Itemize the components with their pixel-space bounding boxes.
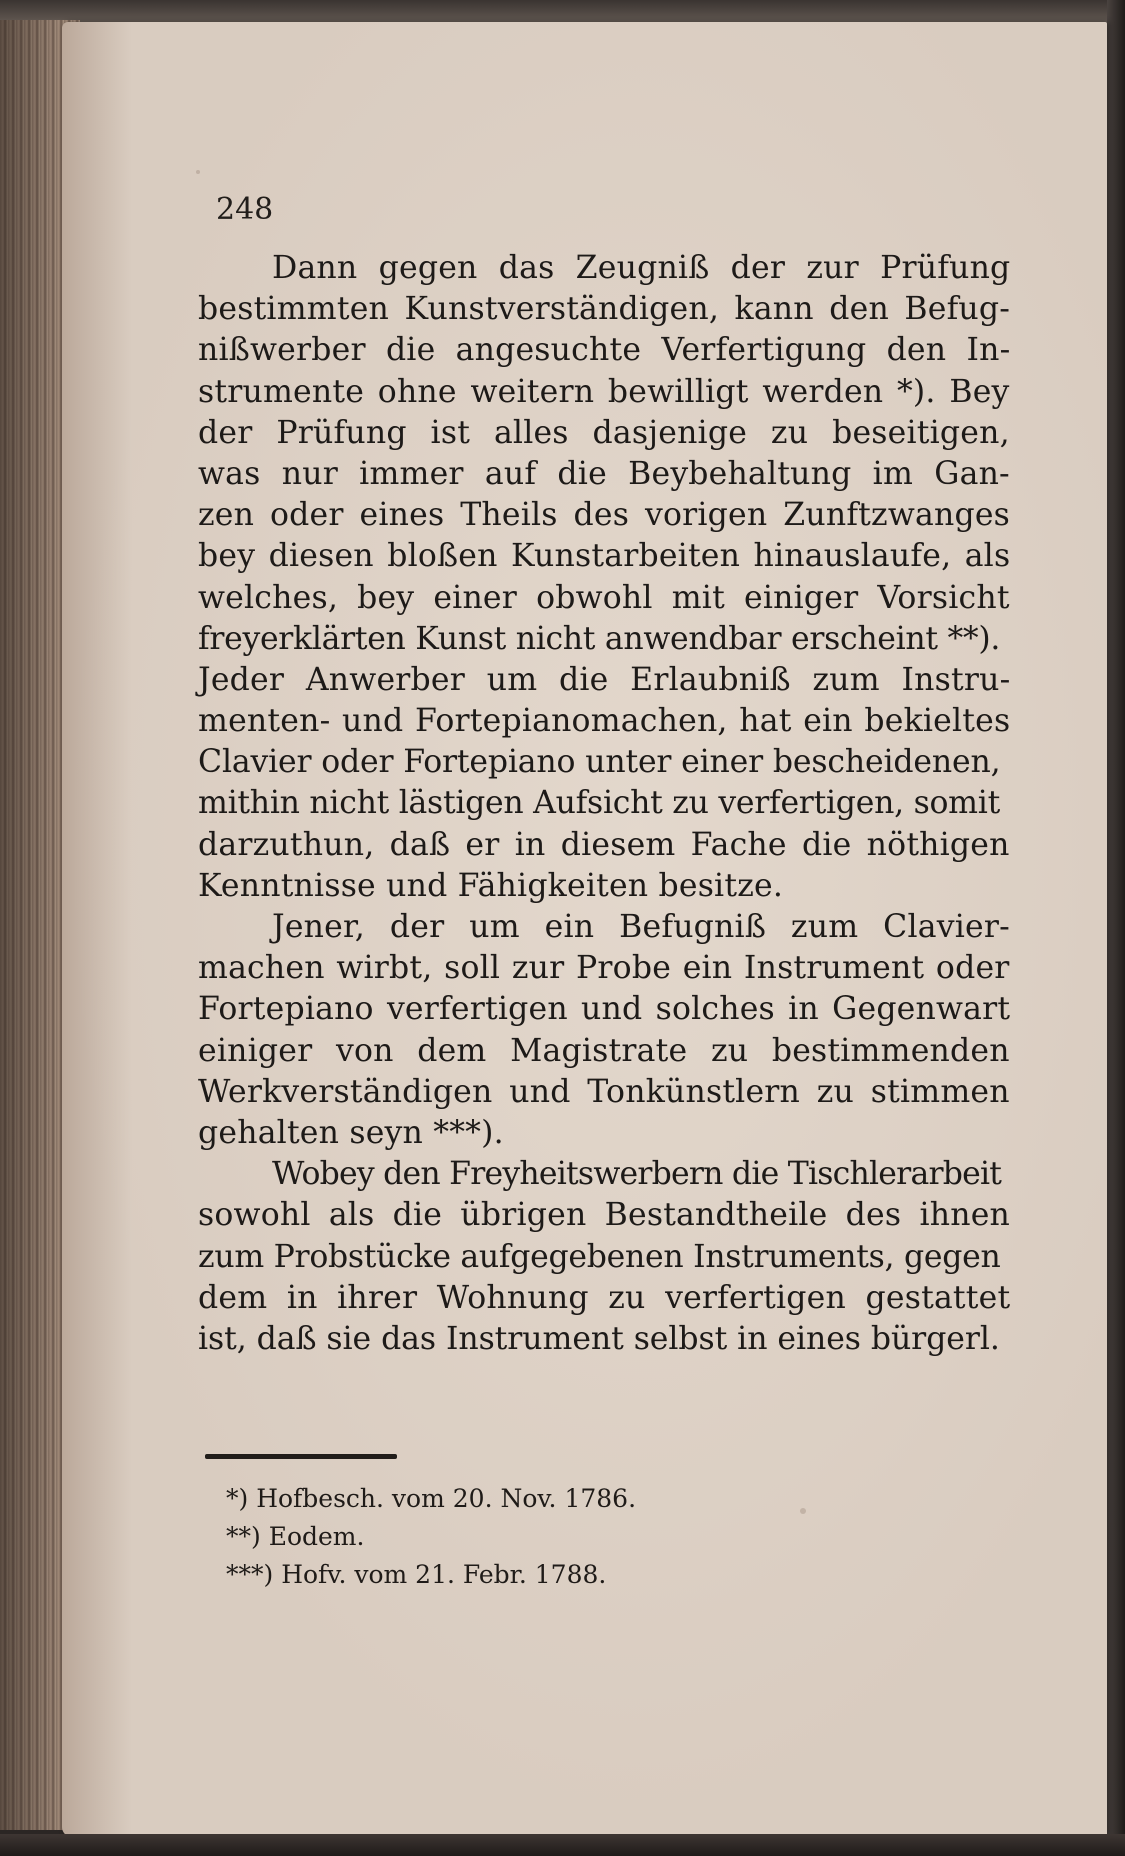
text-line: dem in ihrer Wohnung zu verfertigen gestattet xyxy=(198,1279,1011,1316)
paragraph xyxy=(198,248,1010,907)
text-line: bestimmten Kunstverständigen, kann den Befug- xyxy=(198,291,1011,328)
text-line: ist, daß sie das Instrument selbst in eines bürgerl. xyxy=(198,1320,1000,1357)
text-line: Jener, der um ein Befugniß zum Clavier- xyxy=(272,909,1010,945)
body-text xyxy=(198,248,1010,1360)
text-line: zen oder eines Theils des vorigen Zunftzwanges xyxy=(198,497,1011,534)
text-line: freyerklärten Kunst nicht anwendbar erscheint **). xyxy=(198,620,1001,657)
footnote: **) Eodem. xyxy=(226,1522,365,1551)
text-line: gehalten seyn ***). xyxy=(198,1114,504,1151)
book-bottom-edge xyxy=(0,1834,1125,1856)
footnote: ***) Hofv. vom 21. Febr. 1788. xyxy=(226,1560,607,1589)
paragraph xyxy=(198,1154,1010,1360)
page-number: 248 xyxy=(216,192,274,227)
text-line: Jeder Anwerber um die Erlaubniß zum Instru- xyxy=(198,661,1011,698)
text-line: welches, bey einer obwohl mit einiger Vorsicht xyxy=(198,579,1010,616)
text-line: was nur immer auf die Beybehaltung im Gan- xyxy=(198,455,1010,492)
text-line: der Prüfung ist alles dasjenige zu beseitigen, xyxy=(198,414,1010,451)
text-line: darzuthun, daß er in diesem Fache die nöthigen xyxy=(198,826,1010,863)
text-line: sowohl als die übrigen Bestandtheile des ihnen xyxy=(198,1197,1011,1234)
text-line: Dann gegen das Zeugniß der zur Prüfung xyxy=(272,250,1011,286)
paper-spot xyxy=(196,170,200,174)
paragraph xyxy=(198,907,1010,1154)
text-line: Clavier oder Fortepiano unter einer bescheidenen, xyxy=(198,744,1001,781)
book-cover-edge xyxy=(1107,0,1125,1856)
footnote-divider xyxy=(205,1454,397,1459)
text-line: einiger von dem Magistrate zu bestimmenden xyxy=(198,1032,1010,1069)
text-line: machen wirbt, soll zur Probe ein Instrument oder xyxy=(198,950,1010,987)
footnote: *) Hofbesch. vom 20. Nov. 1786. xyxy=(226,1484,637,1513)
text-line: Fortepiano verfertigen und solches in Gegenwart xyxy=(198,991,1011,1028)
text-line: Werkverständigen und Tonkünstlern zu stimmen xyxy=(198,1073,1010,1110)
text-line: menten- und Fortepianomachen, hat ein bekieltes xyxy=(198,703,1011,740)
text-line: bey diesen bloßen Kunstarbeiten hinauslaufe, als xyxy=(198,538,1011,575)
text-line: mithin nicht lästigen Aufsicht zu verfertigen, somit xyxy=(198,785,1000,822)
text-line: Kenntnisse und Fähigkeiten besitze. xyxy=(198,867,784,904)
text-line: Wobey den Freyheitswerbern die Tischlerarbeit xyxy=(272,1156,1002,1193)
text-line: zum Probstücke aufgegebenen Instruments, gegen xyxy=(198,1238,1001,1275)
text-line: strumente ohne weitern bewilligt werden *). Bey xyxy=(198,373,1010,410)
footnotes xyxy=(226,1480,636,1594)
paper-spot xyxy=(800,1508,806,1514)
text-line: nißwerber die angesuchte Verfertigung den In- xyxy=(198,332,1011,369)
